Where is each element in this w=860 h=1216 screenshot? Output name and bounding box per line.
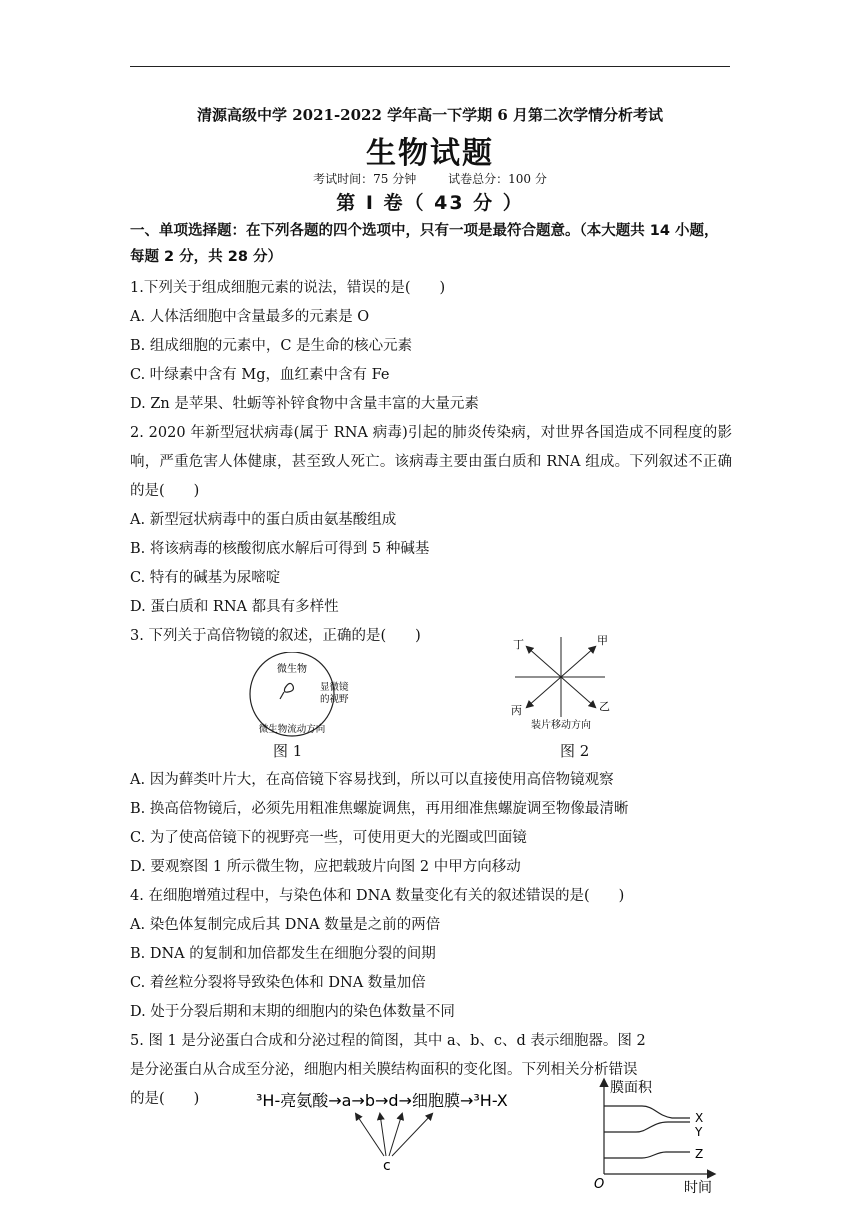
curve-label-x: X (695, 1111, 704, 1125)
fig2-arrow-bing (527, 677, 561, 707)
q4-option-b: B. DNA 的复制和加倍都发生在细胞分裂的间期 (130, 946, 436, 962)
exam-title: 清源高级中学 2021-2022 学年高一下学期 6 月第二次学情分析考试 (196, 106, 664, 124)
fig1-microbe-label: 微生物 (277, 664, 307, 675)
fig2-caption: 装片移动方向 (531, 720, 591, 731)
microbe-shape (284, 683, 293, 692)
q5-stem-line-3: 的是( ) (130, 1091, 200, 1107)
c-arrow-to-d (389, 1114, 402, 1156)
q4-option-c: C. 着丝粒分裂将导致染色体和 DNA 数量加倍 (130, 975, 426, 991)
fig2-label-yi: 乙 (599, 700, 610, 713)
top-rule (130, 66, 730, 67)
q1-option-a: A. 人体活细胞中含量最多的元素是 O (130, 309, 370, 325)
fig2-label-jia: 甲 (597, 634, 608, 647)
fig2-arrow-ding (527, 647, 561, 677)
curve-x (604, 1106, 690, 1118)
q5-stem-line-1: 5. 图 1 是分泌蛋白合成和分泌过程的简图，其中 a、b、c、d 表示细胞器。图 2 (130, 1033, 646, 1049)
graph-origin: O (594, 1177, 605, 1192)
fig2-arrow-yi (561, 677, 595, 707)
section-title: 一、单项选择题：在下列各题的四个选项中，只有一项是最符合题意。（本大题共 14 小题，每题 2 分，共 28 分） (130, 223, 719, 265)
c-arrow-to-a (356, 1114, 384, 1156)
c-arrow-to-b (380, 1114, 386, 1156)
fig2-label-ding: 丁 (513, 638, 524, 651)
fig1-label: 图 1 (273, 742, 303, 760)
q1-option-b: B. 组成细胞的元素中，C 是生命的核心元素 (130, 338, 413, 354)
fig2-arrow-jia (561, 647, 595, 677)
fig2-label: 图 2 (560, 742, 590, 760)
q4-stem: 4. 在细胞增殖过程中，与染色体和 DNA 数量变化有关的叙述错误的是( ) (130, 888, 625, 904)
q2-option-b: B. 将该病毒的核酸彻底水解后可得到 5 种碱基 (130, 541, 430, 557)
graph-ylabel: 膜面积 (610, 1080, 652, 1096)
curve-z (604, 1152, 690, 1158)
q3-option-d: D. 要观察图 1 所示微生物，应把载玻片向图 2 中甲方向移动 (130, 859, 521, 875)
fig2-label-bing: 丙 (511, 704, 522, 717)
exam-total: 试卷总分：100 分 (448, 172, 547, 186)
q4-option-d: D. 处于分裂后期和末期的细胞内的染色体数量不同 (130, 1004, 455, 1020)
q3-option-a: A. 因为藓类叶片大，在高倍镜下容易找到，所以可以直接使用高倍物镜观察 (130, 772, 614, 788)
graph-xlabel: 时间 (684, 1180, 712, 1196)
q2-stem: 2. 2020 年新型冠状病毒(属于 RNA 病毒)引起的肺炎传染病，对世界各国造成不同程度的影响，严重危害人体健康，甚至致人死亡。该病毒主要由蛋白质和 RNA 组成。下列叙述不正确的是( ) (130, 425, 732, 499)
curve-label-z: Z (695, 1147, 704, 1161)
microbe-tail (280, 692, 284, 699)
q5-figure-2 (592, 1076, 726, 1196)
fig1-field-label-2: 的视野 (320, 694, 349, 705)
q2-option-c: C. 特有的碱基为尿嘧啶 (130, 570, 281, 586)
q2-option-a: A. 新型冠状病毒中的蛋白质由氨基酸组成 (130, 512, 397, 528)
q5-figure-1 (256, 1086, 536, 1172)
q2-option-d: D. 蛋白质和 RNA 都具有多样性 (130, 599, 339, 615)
curve-y (604, 1122, 690, 1132)
q3-figure-1 (240, 652, 350, 742)
q5-pathway-text: ³H-亮氨酸→a→b→d→细胞膜→³H-X (256, 1091, 508, 1110)
curve-label-y: Y (695, 1125, 703, 1139)
q3-stem: 3. 下列关于高倍物镜的叙述，正确的是( ) (130, 628, 421, 644)
c-arrow-to-membrane (392, 1114, 432, 1156)
fig1-caption: 微生物流动方向 (258, 724, 326, 735)
q1-option-c: C. 叶绿素中含有 Mg，血红素中含有 Fe (130, 367, 390, 383)
q3-figure-2 (505, 632, 615, 734)
q1-option-d: D. Zn 是苹果、牡蛎等补锌食物中含量丰富的大量元素 (130, 396, 479, 412)
exam-info (130, 170, 730, 187)
q4-option-a: A. 染色体复制完成后其 DNA 数量是之前的两倍 (130, 917, 441, 933)
volume-title: 第 Ⅰ 卷（ 43 分 ） (336, 192, 524, 214)
q3-option-c: C. 为了使高倍镜下的视野亮一些，可使用更大的光圈或凹面镜 (130, 830, 527, 846)
q5-c-label: c (383, 1158, 391, 1172)
q5-stem-line-2: 是分泌蛋白从合成至分泌，细胞内相关膜结构面积的变化图。下列相关分析错误 (130, 1062, 638, 1078)
subject-title: 生物试题 (366, 136, 494, 171)
exam-time: 考试时间：75 分钟 (313, 172, 417, 186)
fig1-field-label-1: 显微镜 (320, 682, 349, 693)
q1-stem: 1.下列关于组成细胞元素的说法，错误的是( ) (130, 280, 446, 296)
q3-option-b: B. 换高倍物镜后，必须先用粗准焦螺旋调焦，再用细准焦螺旋调至物像最清晰 (130, 801, 629, 817)
